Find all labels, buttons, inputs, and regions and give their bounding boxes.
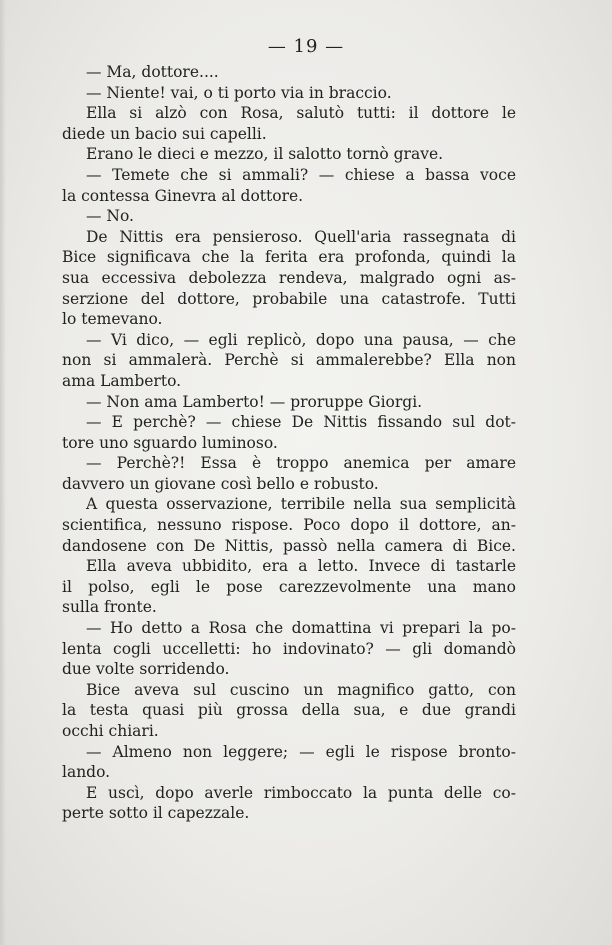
text-line: lando.: [62, 763, 111, 782]
text-line: lenta cogli uccelletti: ho indovinato? — gli domandò: [62, 639, 516, 658]
text-line: Erano le dieci e mezzo, il salotto tornò grave.: [86, 145, 444, 164]
text-line: E uscì, dopo averle rimboccato la punta delle co-: [86, 783, 516, 802]
text-line: sua eccessiva debolezza rendeva, malgrado ogni as-: [62, 268, 516, 287]
text-line: ama Lamberto.: [62, 371, 182, 390]
text-line: — Ho detto a Rosa che domattina vi prepari la po-: [86, 619, 516, 638]
text-line: — E perchè? — chiese De Nittis fissando sul dot-: [86, 413, 516, 432]
text-line: — Ma, dottore....: [86, 63, 219, 81]
text-line: la testa quasi più grossa della sua, e due grandi: [62, 701, 516, 720]
text-line: il polso, egli le pose carezzevolmente una mano: [62, 577, 516, 596]
text-line: — No.: [86, 207, 134, 226]
text-line: A questa osservazione, terribile nella sua semplicità: [86, 495, 516, 514]
text-line: Ella aveva ubbidito, era a letto. Invece di tastarle: [86, 557, 516, 576]
text-line: Ella si alzò con Rosa, salutò tutti: il dottore le: [86, 104, 516, 123]
text-line: tore uno sguardo luminoso.: [62, 433, 278, 452]
text-line: due volte sorridendo.: [62, 660, 230, 679]
text-line: — Almeno non leggere; — egli le rispose bronto-: [86, 742, 516, 761]
page-number: — 19 —: [267, 36, 345, 57]
text-line: lo temevano.: [62, 310, 163, 329]
page-edge-shadow: [0, 0, 6, 945]
text-line: dandosene con De Nittis, passò nella camera di Bice.: [62, 536, 516, 555]
text-line: sulla fronte.: [62, 598, 157, 617]
text-line: occhi chiari.: [62, 722, 159, 740]
body-text: [62, 62, 516, 824]
text-line: perte sotto il capezzale.: [62, 804, 250, 823]
text-line: scientifica, nessuno rispose. Poco dopo il dottore, an-: [62, 516, 516, 535]
text-line: serzione del dottore, probabile una catastrofe. Tutti: [62, 289, 516, 308]
text-line: diede un bacio sui capelli.: [62, 124, 267, 143]
text-line: — Temete che si ammali? — chiese a bassa voce: [86, 165, 516, 184]
text-line: davvero un giovane così bello e robusto.: [62, 474, 379, 493]
text-line: De Nittis era pensieroso. Quell'aria rassegnata di: [86, 227, 516, 246]
text-line: Bice aveva sul cuscino un magnifico gatto, con: [86, 680, 516, 699]
text-line: non si ammalerà. Perchè si ammalerebbe? Ella non: [62, 351, 516, 370]
text-line: — Non ama Lamberto! — proruppe Giorgi.: [86, 392, 423, 411]
text-line: — Niente! vai, o ti porto via in braccio.: [86, 83, 392, 102]
text-line: la contessa Ginevra al dottore.: [62, 186, 304, 205]
text-line: — Perchè?! Essa è troppo anemica per amare: [86, 454, 516, 473]
text-line: — Vi dico, — egli replicò, dopo una pausa, — che: [86, 330, 516, 349]
text-line: Bice significava che la ferita era profonda, quindi la: [62, 248, 516, 267]
